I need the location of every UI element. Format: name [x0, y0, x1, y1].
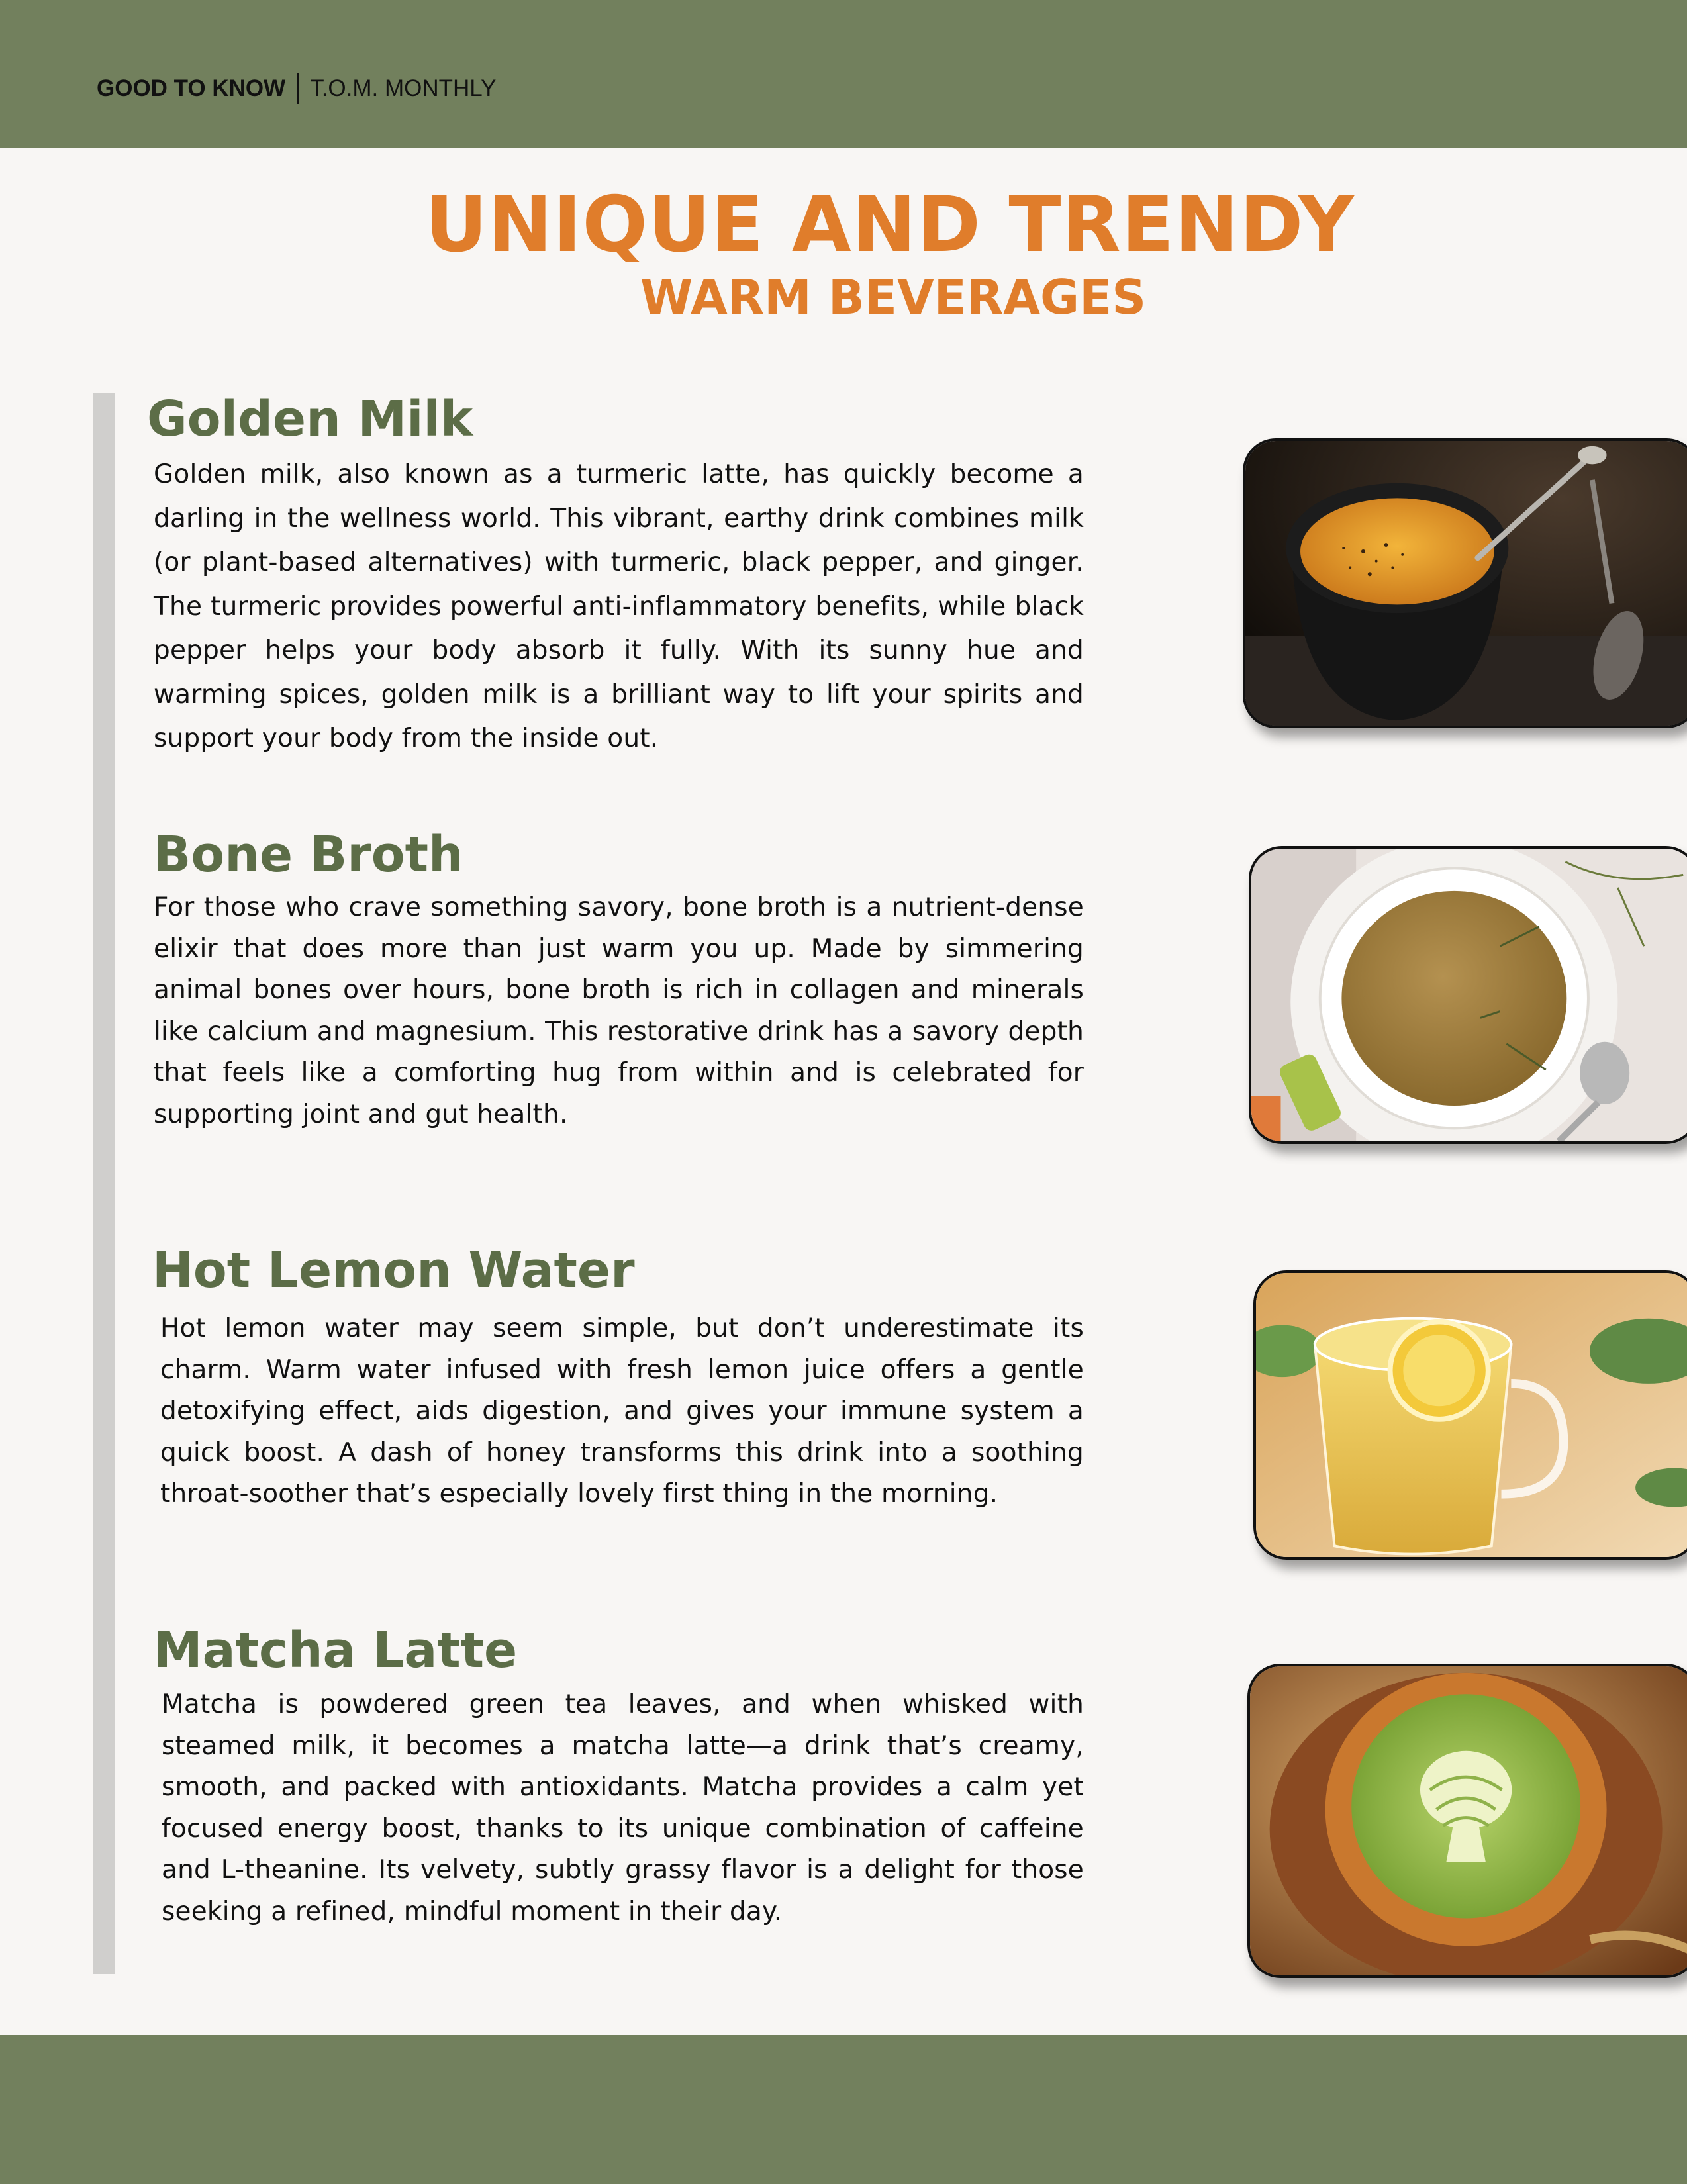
kicker-divider: [297, 73, 299, 104]
section-hot-lemon-water: [152, 1242, 1084, 1515]
page-title: UNIQUE AND TRENDY: [424, 180, 1355, 269]
hot-lemon-water-photo: [1253, 1270, 1687, 1560]
publication-name: T.O.M. MONTHLY: [310, 75, 497, 101]
section-body: Matcha is powdered green tea leaves, and when whisked with steamed milk, it becomes a matcha latte—a drink that’s creamy, smooth, and packed with antioxidants. Matcha provides a calm yet focused energy boost, thanks to its unique combination of caffeine and L-theanine. Its velvety, subtly grassy flavor is a delight for those seeking a refined, mindful moment in their day.: [162, 1689, 1084, 1926]
golden-milk-photo: [1243, 438, 1687, 728]
section-heading: Hot Lemon Water: [152, 1242, 635, 1299]
section-matcha-latte: [154, 1622, 1084, 1932]
section-golden-milk: [147, 391, 1084, 761]
section-bone-broth: [154, 826, 1084, 1135]
left-accent-rule: [93, 393, 115, 1974]
section-label: GOOD TO KNOW: [97, 75, 286, 101]
page-subtitle: WARM BEVERAGES: [640, 269, 1147, 325]
section-heading: Golden Milk: [147, 391, 473, 448]
section-body: Hot lemon water may seem simple, but don’t underestimate its charm. Warm water infused with fresh lemon juice offers a gentle detoxifying effect, aids digestion, and gives your immune system a quick boost. A dash of honey transforms this drink into a soothing throat-soother that’s especially lovely first thing in the morning.: [160, 1313, 1084, 1509]
bottom-band: [0, 2035, 1687, 2184]
section-body: Golden milk, also known as a turmeric latte, has quickly become a darling in the wellness world. This vibrant, earthy drink combines milk (or plant-based alternatives) with turmeric, black pepper, and ginger. The turmeric provides powerful anti-inflammatory benefits, while black pepper helps your body absorb it fully. With its sunny hue and warming spices, golden milk is a brilliant way to lift your spirits and support your body from the inside out.: [154, 459, 1084, 753]
section-heading: Matcha Latte: [154, 1622, 518, 1679]
header-kicker: [97, 74, 497, 103]
bone-broth-photo: [1249, 846, 1687, 1144]
section-body: For those who crave something savory, bone broth is a nutrient-dense elixir that does more than just warm you up. Made by simmering animal bones over hours, bone broth is rich in collagen and minerals like calcium and magnesium. This restorative drink has a savory depth that feels like a comforting hug from within and is celebrated for supporting joint and gut health.: [154, 892, 1084, 1129]
section-heading: Bone Broth: [154, 826, 463, 883]
matcha-latte-photo: [1247, 1664, 1687, 1978]
